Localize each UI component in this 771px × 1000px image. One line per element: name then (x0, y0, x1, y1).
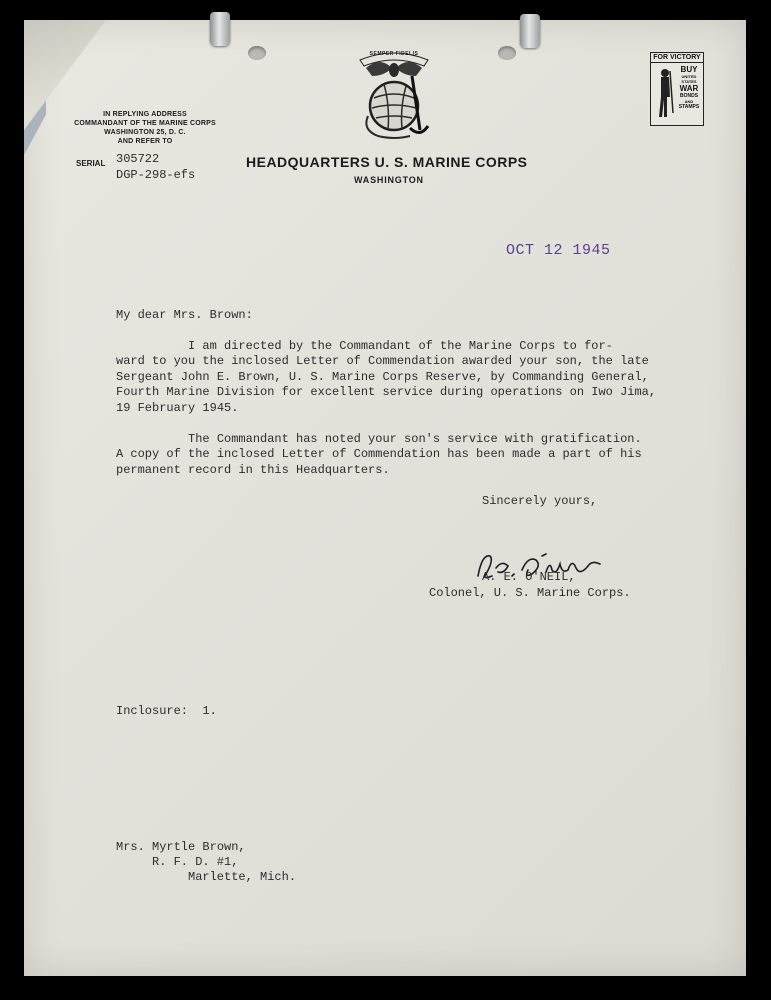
address-line-3: Marlette, Mich. (188, 870, 297, 884)
bonds-text (677, 65, 701, 110)
bonds-stamps: STAMPS (678, 104, 700, 110)
bonds-for-victory: FOR VICTORY (651, 53, 703, 63)
paragraph-1-line: Fourth Marine Division for excellent service during operations on Iwo Jima, (116, 385, 657, 400)
replying-line-2: COMMANDANT OF THE MARINE CORPS (74, 120, 216, 127)
address-line-2: R. F. D. #1, (152, 855, 239, 869)
signer-name: A. E. O'NEIL, (482, 570, 576, 584)
serial-number: 305722 (116, 152, 160, 166)
signer-title: Colonel, U. S. Marine Corps. (429, 586, 631, 600)
paragraph-2-line: permanent record in this Headquarters. (116, 462, 390, 477)
letter-page (24, 20, 746, 976)
replying-line-4: AND REFER TO (117, 138, 173, 145)
letterhead-location: WASHINGTON (354, 175, 424, 185)
minuteman-icon (655, 67, 675, 119)
closing: Sincerely yours, (482, 494, 598, 508)
serial-reference: DGP-298-efs (116, 168, 196, 182)
address-line-1: Mrs. Myrtle Brown, (116, 840, 246, 854)
paragraph-2-line: The Commandant has noted your son's service with gratification. (116, 432, 642, 446)
replying-address-block (70, 110, 220, 146)
paragraph-1-line: 19 February 1945. (116, 400, 239, 415)
bonds-bonds: BONDS (679, 93, 699, 99)
paragraph-1 (116, 339, 656, 416)
date-stamp: OCT 12 1945 (506, 242, 611, 259)
binder-clip-left (210, 12, 230, 46)
paragraph-1-line: Sergeant John E. Brown, U. S. Marine Corps Reserve, by Commanding General, (116, 369, 649, 384)
paragraph-1-line: ward to you the inclosed Letter of Commendation awarded your son, the late (116, 354, 649, 369)
bonds-states: STATES (681, 79, 697, 84)
serial-label: SERIAL (76, 159, 106, 168)
letterhead-title: HEADQUARTERS U. S. MARINE CORPS (246, 154, 528, 170)
paragraph-1-line: I am directed by the Commandant of the Marine Corps to for- (116, 339, 613, 353)
bonds-united: UNITED (681, 74, 697, 79)
enclosure-note: Inclosure: 1. (116, 704, 217, 718)
bonds-buy: BUY (680, 65, 698, 74)
replying-line-3: WASHINGTON 25, D. C. (104, 129, 186, 136)
paragraph-2-line: A copy of the inclosed Letter of Commendation has been made a part of his (116, 447, 642, 462)
war-bonds-seal (650, 52, 704, 126)
paragraph-2 (116, 432, 642, 478)
salutation: My dear Mrs. Brown: (116, 308, 253, 322)
punch-hole-right (498, 46, 516, 60)
replying-line-1: IN REPLYING ADDRESS (103, 111, 187, 118)
binder-clip-right (520, 14, 540, 48)
eagle-globe-anchor-icon (354, 46, 434, 140)
emblem-motto: SEMPER FIDELIS (369, 51, 419, 57)
bonds-war: WAR (679, 84, 699, 93)
punch-hole-left (248, 46, 266, 60)
bonds-and: AND (684, 99, 694, 104)
